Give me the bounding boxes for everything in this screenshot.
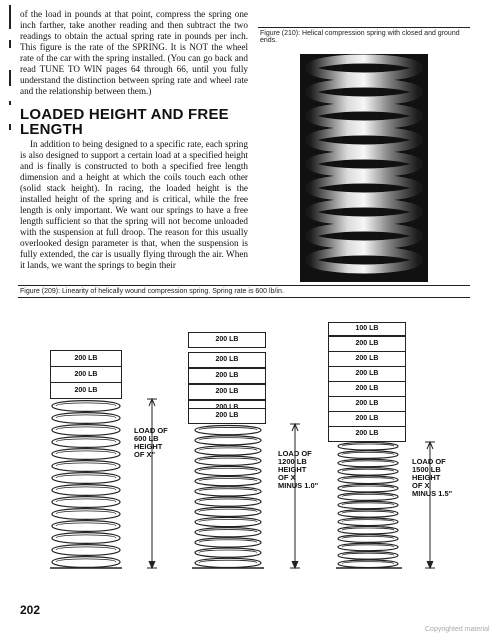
spring-coil: [52, 509, 120, 520]
section-heading: LOADED HEIGHT AND FREE LENGTH: [20, 106, 229, 138]
spring-coil: [338, 535, 398, 543]
spring-coil: [338, 451, 398, 459]
page-number: 202: [20, 603, 41, 617]
spring-coil: [195, 456, 261, 465]
spring-coil: [56, 511, 116, 514]
spring-coil: [52, 413, 120, 424]
spring-coil: [338, 468, 398, 476]
load-label-line: OF X": [134, 450, 156, 459]
spring-coil: [195, 466, 261, 475]
weight-block: 200 LB: [188, 332, 266, 348]
spring-coil: [342, 528, 394, 530]
spring-coil: [195, 528, 261, 537]
spring-coil: [56, 451, 116, 454]
weight-block: 200 LB: [328, 351, 406, 367]
change-bar: [9, 5, 11, 29]
spring-coil: [195, 446, 261, 455]
spring-coil: [56, 439, 116, 442]
spring-coil: [195, 487, 261, 496]
spring-coil: [199, 478, 257, 481]
weight-block: 200 LB: [328, 411, 406, 427]
spring-coil: [199, 448, 257, 451]
spring-coil: [195, 507, 261, 516]
spring-coil: [52, 533, 120, 544]
spring-coil: [56, 403, 116, 406]
spring-coil: [199, 427, 257, 430]
spring-coil: [342, 494, 394, 496]
copyright-watermark: Copyrighted material: [425, 626, 490, 633]
spring-coil: [338, 552, 398, 560]
spring-coil: [195, 538, 261, 547]
load-label-line: 600 LB: [134, 434, 159, 443]
load-label-line: HEIGHT: [412, 473, 441, 482]
spring-coil: [338, 560, 398, 568]
weight-block: 200 LB: [50, 382, 122, 399]
spring-coil: [52, 449, 120, 460]
weight-block: 200 LB: [328, 426, 406, 442]
load-label-line: LOAD OF: [134, 426, 168, 435]
spring-coil: [342, 452, 394, 454]
spring-coil: [56, 523, 116, 526]
spring-coil: [56, 559, 116, 562]
weight-block: 200 LB: [50, 366, 122, 383]
weight-block: 200 LB: [328, 396, 406, 412]
spring-coil: [195, 497, 261, 506]
load-label-line: HEIGHT: [278, 465, 307, 474]
spring-coil: [342, 469, 394, 471]
spring-coil: [52, 461, 120, 472]
spring-coil: [342, 511, 394, 513]
spring-coil: [338, 543, 398, 551]
figure-209-caption: Figure (209): Linearity of helically wound compression spring. Spring rate is 600 lb/in.: [20, 288, 284, 295]
spring-coil: [56, 535, 116, 538]
spring-photo: [300, 54, 428, 282]
spring-coil: [199, 458, 257, 461]
weight-block: 200 LB: [328, 336, 406, 352]
body-paragraph: of the load in pounds at that point, compress the spring one inch farther, take another reading and then subtract the two readings to obtain the actual spring rate in pounds per inch. This figure is the rate of the SPRING. It is NOT the wheel rate of the car with the spring installed. (You can go back and read TUNE TO WIN pages 64 through 66, until you fully understand the distinction between spring rate and wheel rate and the relationship between them.): [20, 9, 248, 96]
spring-coil: [56, 427, 116, 430]
weight-block: 200 LB: [188, 368, 266, 384]
spring-coil: [52, 485, 120, 496]
spring-coil: [52, 425, 120, 436]
spring-coil: [52, 557, 120, 568]
spring-coil: [199, 530, 257, 533]
spring-diagram: [0, 300, 493, 600]
spring-coil: [199, 499, 257, 502]
spring-coil: [56, 463, 116, 466]
spring-coil: [56, 475, 116, 478]
change-bar: [9, 40, 11, 48]
spring-coil: [195, 517, 261, 526]
figure-210-caption: Figure (210): Helical compression spring with closed and ground ends.: [260, 30, 460, 44]
spring-coil: [338, 501, 398, 509]
change-bar: [9, 70, 11, 86]
spring-coil: [342, 478, 394, 480]
spring-coil: [342, 520, 394, 522]
spring-coil: [199, 550, 257, 553]
height-arrow: [427, 561, 433, 568]
load-label-line: LOAD OF: [412, 457, 446, 466]
spring-coil: [342, 536, 394, 538]
weight-block: 200 LB: [50, 350, 122, 367]
spring-coil: [338, 518, 398, 526]
spring-coil: [342, 553, 394, 555]
spring-coil: [195, 548, 261, 557]
caption-rule: [18, 285, 470, 286]
spring-coil: [199, 438, 257, 441]
weight-block: 200 LB: [188, 352, 266, 368]
spring-coil: [342, 461, 394, 463]
load-label-line: MINUS 1.5": [412, 489, 453, 498]
load-label-line: LOAD OF: [278, 449, 312, 458]
spring-coil: [52, 545, 120, 556]
spring-coil: [199, 468, 257, 471]
spring-coil: [199, 509, 257, 512]
spring-coil: [195, 436, 261, 445]
spring-coil: [342, 444, 394, 446]
weight-block: 200 LB: [188, 384, 266, 400]
spring-coil: [56, 499, 116, 502]
spring-coil: [56, 487, 116, 490]
load-label-line: 1200 LB: [278, 457, 307, 466]
load-label-line: MINUS 1.0": [278, 481, 319, 490]
spring-coil: [342, 486, 394, 488]
spring-coil: [338, 476, 398, 484]
spring-coil: [56, 415, 116, 418]
spring-coil: [342, 503, 394, 505]
spring-coil: [52, 521, 120, 532]
height-arrow: [149, 561, 155, 568]
height-arrow: [292, 561, 298, 568]
load-label-line: OF X: [278, 473, 296, 482]
spring-coil: [52, 473, 120, 484]
weight-block: 100 LB: [328, 322, 406, 336]
spring-coil: [338, 510, 398, 518]
weight-block: 200 LB: [328, 366, 406, 382]
load-label-line: OF X: [412, 481, 430, 490]
spring-coil: [338, 442, 398, 450]
spring-coil: [199, 540, 257, 543]
weight-block: 200 LB: [188, 408, 266, 424]
load-label-line: HEIGHT: [134, 442, 163, 451]
load-label: [134, 427, 168, 459]
spring-coil: [342, 562, 394, 564]
body-paragraph: In addition to being designed to a specific rate, each spring is also designed to support a certain load at a specified height and is finally is constructed to both a specified free length dimension and a height at which the coils touch each other (solid stack height). In racing, the loaded height is the installed height of the spring and is critical, while the free length is only important. We want our springs to have a free length sufficient so that the spring will not become unloaded with the suspension at full droop. The reason for this usually overlooked design parameter is that, when the suspension is fully extended, the car is usually flying through the air. When it lands, we want the springs to begin their: [20, 139, 248, 270]
change-bar: [9, 124, 11, 130]
spring-coil: [195, 558, 261, 567]
spring-coil: [338, 526, 398, 534]
spring-coil: [52, 401, 120, 412]
spring-coil: [52, 497, 120, 508]
caption-rule: [258, 27, 470, 28]
spring-coil: [199, 489, 257, 492]
spring-coil: [56, 547, 116, 550]
spring-coil: [199, 560, 257, 563]
spring-coil: [199, 519, 257, 522]
load-label: [278, 450, 318, 490]
spring-coil: [338, 484, 398, 492]
spring-coil: [342, 545, 394, 547]
spring-coil: [195, 477, 261, 486]
spring-coil: [338, 459, 398, 467]
caption-rule: [18, 297, 470, 298]
spring-coil: [195, 426, 261, 435]
change-bar: [9, 101, 11, 105]
weight-block: 200 LB: [328, 381, 406, 397]
load-label-line: 1500 LB: [412, 465, 441, 474]
load-label: [412, 458, 452, 498]
spring-coil: [338, 493, 398, 501]
spring-coil: [52, 437, 120, 448]
